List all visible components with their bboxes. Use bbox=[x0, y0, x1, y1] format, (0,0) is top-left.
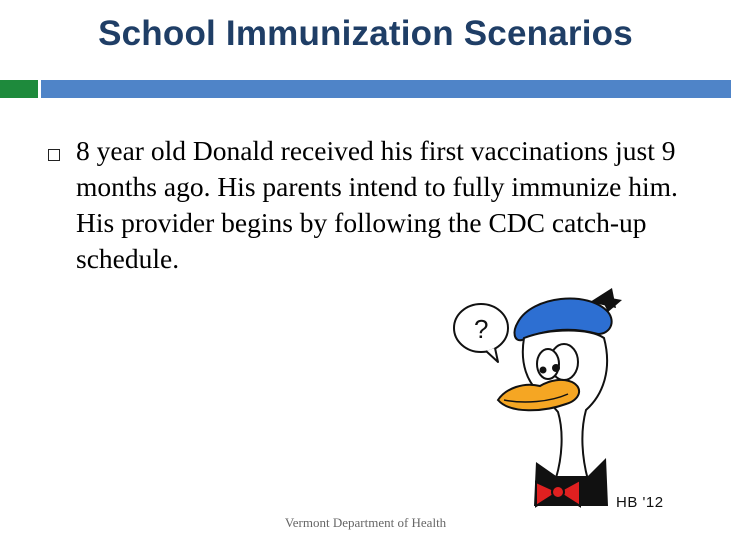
speech-bubble-icon bbox=[454, 304, 508, 362]
question-mark: ? bbox=[474, 314, 489, 344]
artist-signature: HB '12 bbox=[616, 494, 664, 511]
accent-bar-blue bbox=[41, 80, 731, 98]
footer-text: Vermont Department of Health bbox=[284, 515, 447, 530]
donald-duck-illustration bbox=[440, 282, 680, 522]
accent-bar-green bbox=[0, 80, 38, 98]
bullet-square-icon bbox=[48, 149, 60, 161]
bullet-text: 8 year old Donald received his first vaccinations just 9 months ago. His parents intend to fully immunize him. His provider begins by following the CDC catch-up schedule. bbox=[76, 135, 678, 274]
slide-title: School Immunization Scenarios bbox=[98, 14, 633, 53]
